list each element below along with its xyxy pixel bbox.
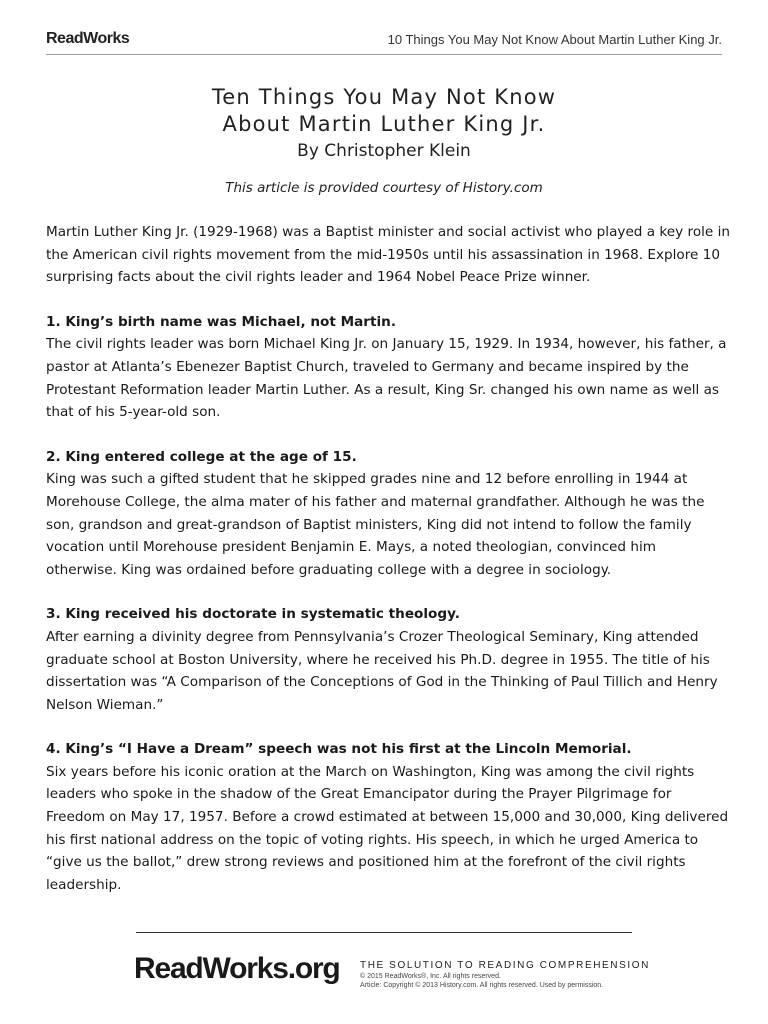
fact-section-1: [46, 311, 730, 424]
fact-paragraph: After earning a divinity degree from Pennsylvania’s Crozer Theological Seminary, King attended graduate school at Boston University, where he received his Ph.D. degree in 1955. The title of his dissertation was “A Comparison of the Conceptions of God in the Thinking of Paul Tillich and Henry Nelson Wieman.”: [46, 628, 718, 713]
fact-heading: 1. King’s birth name was Michael, not Martin.: [46, 313, 396, 330]
fact-heading: 4. King’s “I Have a Dream” speech was not his first at the Lincoln Memorial.: [46, 741, 632, 758]
intro-paragraph: Martin Luther King Jr. (1929-1968) was a Baptist minister and social activist who played a key role in the American civil rights movement from the mid-1950s until his assassination in 1968. Explore 10 surprising facts about the civil rights leader and 1964 Nobel Peace Prize winner.: [46, 224, 730, 286]
courtesy-note: This article is provided courtesy of History.com: [225, 180, 543, 196]
fact-section-4: [46, 738, 730, 896]
page-header: [46, 30, 722, 55]
fact-paragraph: Six years before his iconic oration at the March on Washington, King was among the civil rights leaders who spoke in the shadow of the Great Emancipator during the Prayer Pilgrimage for Freedom on May 17, 1957. Before a crowd estimated at between 15,000 and 30,000, King delivered his first national address on the topic of voting rights. His speech, in which he urged America to “give us the ballot,” drew strong reviews and positioned him at the forefront of the civil rights leadership.: [46, 763, 729, 893]
fact-section-3: [46, 603, 730, 716]
fact-heading: 2. King entered college at the age of 15.: [46, 448, 357, 465]
article-title-line-2: About Martin Luther King Jr.: [222, 112, 546, 136]
fact-heading: 3. King received his doctorate in systematic theology.: [46, 606, 460, 623]
footer-info: [360, 959, 650, 990]
readworks-org-logo: ReadWorks.org: [134, 952, 340, 985]
footer-tagline: THE SOLUTION TO READING COMPREHENSION: [360, 960, 650, 971]
fact-paragraph: The civil rights leader was born Michael King Jr. on January 15, 1929. In 1934, however, his father, a pastor at Atlanta’s Ebenezer Baptist Church, traveled to Germany and became inspired by the Protestant Reformation leader Martin Luther. As a result, King Sr. changed his own name as well as that of his 5-year-old son.: [46, 336, 727, 421]
article-title-block: [0, 84, 768, 163]
fact-paragraph: King was such a gifted student that he skipped grades nine and 12 before enrolling in 1944 at Morehouse College, the alma mater of his father and maternal grandfather. Although he was the son, grandson and great-grandson of Baptist ministers, King did not intend to follow the family vocation until Morehouse president Benjamin E. Mays, a noted theologian, convinced him otherwise. King was ordained before graduating college with a degree in sociology.: [46, 471, 705, 578]
readworks-logo: ReadWorks: [46, 30, 130, 47]
footer-copyright: © 2015 ReadWorks®, Inc. All rights reserved.: [360, 973, 501, 980]
fact-section-2: [46, 446, 730, 582]
article-body: [46, 221, 730, 918]
footer-article-credit: Article: Copyright © 2013 History.com. All rights reserved. Used by permission.: [360, 982, 604, 989]
footer-divider: [136, 932, 632, 933]
header-document-title: 10 Things You May Not Know About Martin Luther King Jr.: [387, 32, 722, 47]
article-title-line-1: Ten Things You May Not Know: [211, 85, 557, 109]
article-byline: By Christopher Klein: [297, 141, 471, 161]
